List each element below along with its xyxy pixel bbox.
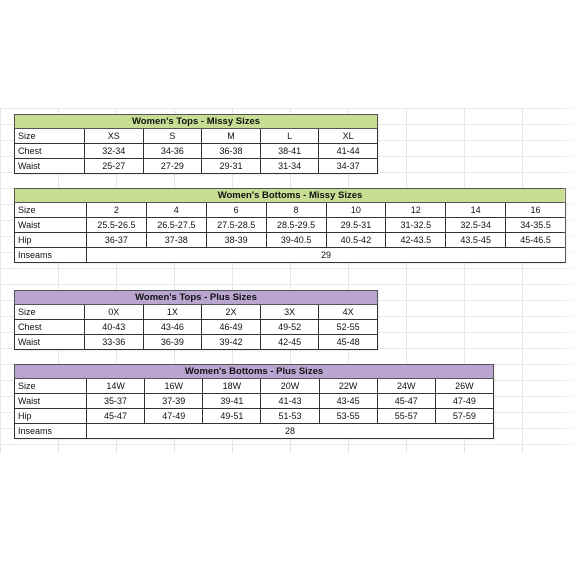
row-label-cell[interactable]: Chest: [15, 320, 85, 335]
table-row: [15, 409, 494, 424]
header-cell[interactable]: Size: [15, 379, 87, 394]
row-label-cell[interactable]: Waist: [15, 394, 87, 409]
table-title-row: [15, 291, 378, 305]
table-cell[interactable]: 46-49: [202, 320, 261, 335]
table-cell[interactable]: 43-46: [143, 320, 202, 335]
table-cell[interactable]: 25.5-26.5: [87, 218, 147, 233]
table-cell[interactable]: 41-44: [319, 144, 378, 159]
table-row: [15, 233, 566, 248]
table-cell[interactable]: 29-31: [202, 159, 261, 174]
header-cell[interactable]: Size: [15, 305, 85, 320]
header-cell[interactable]: 14W: [87, 379, 145, 394]
table-cell[interactable]: 28.5-29.5: [266, 218, 326, 233]
size-table-bottoms-missy: [14, 188, 566, 263]
inseam-cell[interactable]: 28: [87, 424, 494, 439]
header-cell[interactable]: L: [260, 129, 319, 144]
table-cell[interactable]: 31-32.5: [386, 218, 446, 233]
table-cell[interactable]: 35-37: [87, 394, 145, 409]
table-cell[interactable]: 49-52: [260, 320, 319, 335]
table-title: Women's Tops - Missy Sizes: [15, 115, 378, 129]
table-title: Women's Bottoms - Missy Sizes: [15, 189, 566, 203]
header-cell[interactable]: 12: [386, 203, 446, 218]
table-row: [15, 248, 566, 263]
header-cell[interactable]: 1X: [143, 305, 202, 320]
table-header-row: [15, 379, 494, 394]
table-cell[interactable]: 36-38: [202, 144, 261, 159]
table-cell[interactable]: 42-45: [260, 335, 319, 350]
right-edge-fade: [562, 108, 580, 453]
row-label-cell[interactable]: Hip: [15, 409, 87, 424]
table-header-row: [15, 129, 378, 144]
table-row: [15, 335, 378, 350]
header-cell[interactable]: 0X: [85, 305, 144, 320]
row-label-cell[interactable]: Waist: [15, 159, 85, 174]
table-cell[interactable]: 29.5-31: [326, 218, 386, 233]
table-title-row: [15, 115, 378, 129]
header-cell[interactable]: Size: [15, 129, 85, 144]
table-cell[interactable]: 41-43: [261, 394, 319, 409]
table-cell[interactable]: 42-43.5: [386, 233, 446, 248]
table-title-row: [15, 365, 494, 379]
table-cell[interactable]: 49-51: [203, 409, 261, 424]
table-cell[interactable]: 38-41: [260, 144, 319, 159]
table-row: [15, 144, 378, 159]
table-row: [15, 159, 378, 174]
table-cell[interactable]: 34-37: [319, 159, 378, 174]
table-cell[interactable]: 36-37: [87, 233, 147, 248]
table-title: Women's Bottoms - Plus Sizes: [15, 365, 494, 379]
row-label-cell[interactable]: Inseams: [15, 424, 87, 439]
row-label-cell[interactable]: Waist: [15, 335, 85, 350]
table-title-row: [15, 189, 566, 203]
size-table-tops-missy: [14, 114, 378, 174]
table-cell[interactable]: 40-43: [85, 320, 144, 335]
header-cell[interactable]: 26W: [435, 379, 493, 394]
header-cell[interactable]: 8: [266, 203, 326, 218]
header-cell[interactable]: 16W: [145, 379, 203, 394]
table-cell[interactable]: 51-53: [261, 409, 319, 424]
header-cell[interactable]: 2: [87, 203, 147, 218]
table-cell[interactable]: 37-39: [145, 394, 203, 409]
table-header-row: [15, 203, 566, 218]
table-cell[interactable]: 37-38: [146, 233, 206, 248]
table-cell[interactable]: 47-49: [435, 394, 493, 409]
table-cell[interactable]: 53-55: [319, 409, 377, 424]
header-cell[interactable]: 4: [146, 203, 206, 218]
header-cell[interactable]: 14: [446, 203, 506, 218]
header-cell[interactable]: 6: [206, 203, 266, 218]
table-header-row: [15, 305, 378, 320]
table-row: [15, 394, 494, 409]
inseam-cell[interactable]: 29: [87, 248, 566, 263]
table-cell[interactable]: 27-29: [143, 159, 202, 174]
table-row: [15, 320, 378, 335]
table-cell[interactable]: 55-57: [377, 409, 435, 424]
row-label-cell[interactable]: Waist: [15, 218, 87, 233]
table-cell[interactable]: 31-34: [260, 159, 319, 174]
size-table-bottoms-plus: [14, 364, 494, 439]
table-cell[interactable]: 32.5-34: [446, 218, 506, 233]
table-cell[interactable]: 43.5-45: [446, 233, 506, 248]
table-cell[interactable]: 40.5-42: [326, 233, 386, 248]
table-cell[interactable]: 26.5-27.5: [146, 218, 206, 233]
header-cell[interactable]: 10: [326, 203, 386, 218]
table-cell[interactable]: 47-49: [145, 409, 203, 424]
table-cell[interactable]: 32-34: [85, 144, 144, 159]
header-cell[interactable]: M: [202, 129, 261, 144]
header-cell[interactable]: 3X: [260, 305, 319, 320]
header-cell[interactable]: XS: [85, 129, 144, 144]
table-cell[interactable]: 34-36: [143, 144, 202, 159]
table-cell[interactable]: 34-35.5: [506, 218, 566, 233]
table-cell[interactable]: 57-59: [435, 409, 493, 424]
table-cell[interactable]: 52-55: [319, 320, 378, 335]
table-cell[interactable]: 45-47: [377, 394, 435, 409]
header-cell[interactable]: XL: [319, 129, 378, 144]
table-cell[interactable]: 39-40.5: [266, 233, 326, 248]
table-cell[interactable]: 33-36: [85, 335, 144, 350]
header-cell[interactable]: 24W: [377, 379, 435, 394]
header-cell[interactable]: 18W: [203, 379, 261, 394]
table-cell[interactable]: 39-41: [203, 394, 261, 409]
size-table-tops-plus: [14, 290, 378, 350]
table-cell[interactable]: 45-47: [87, 409, 145, 424]
header-cell[interactable]: S: [143, 129, 202, 144]
table-row: [15, 218, 566, 233]
table-cell[interactable]: 45-48: [319, 335, 378, 350]
table-cell[interactable]: 43-45: [319, 394, 377, 409]
table-cell[interactable]: 38-39: [206, 233, 266, 248]
row-label-cell[interactable]: Hip: [15, 233, 87, 248]
table-cell[interactable]: 25-27: [85, 159, 144, 174]
header-cell[interactable]: 22W: [319, 379, 377, 394]
table-cell[interactable]: 36-39: [143, 335, 202, 350]
row-label-cell[interactable]: Chest: [15, 144, 85, 159]
header-cell[interactable]: 16: [506, 203, 566, 218]
header-cell[interactable]: 2X: [202, 305, 261, 320]
header-cell[interactable]: 4X: [319, 305, 378, 320]
table-cell[interactable]: 27.5-28.5: [206, 218, 266, 233]
table-title: Women's Tops - Plus Sizes: [15, 291, 378, 305]
table-cell[interactable]: 45-46.5: [506, 233, 566, 248]
header-cell[interactable]: 20W: [261, 379, 319, 394]
table-row: [15, 424, 494, 439]
row-label-cell[interactable]: Inseams: [15, 248, 87, 263]
header-cell[interactable]: Size: [15, 203, 87, 218]
table-cell[interactable]: 39-42: [202, 335, 261, 350]
